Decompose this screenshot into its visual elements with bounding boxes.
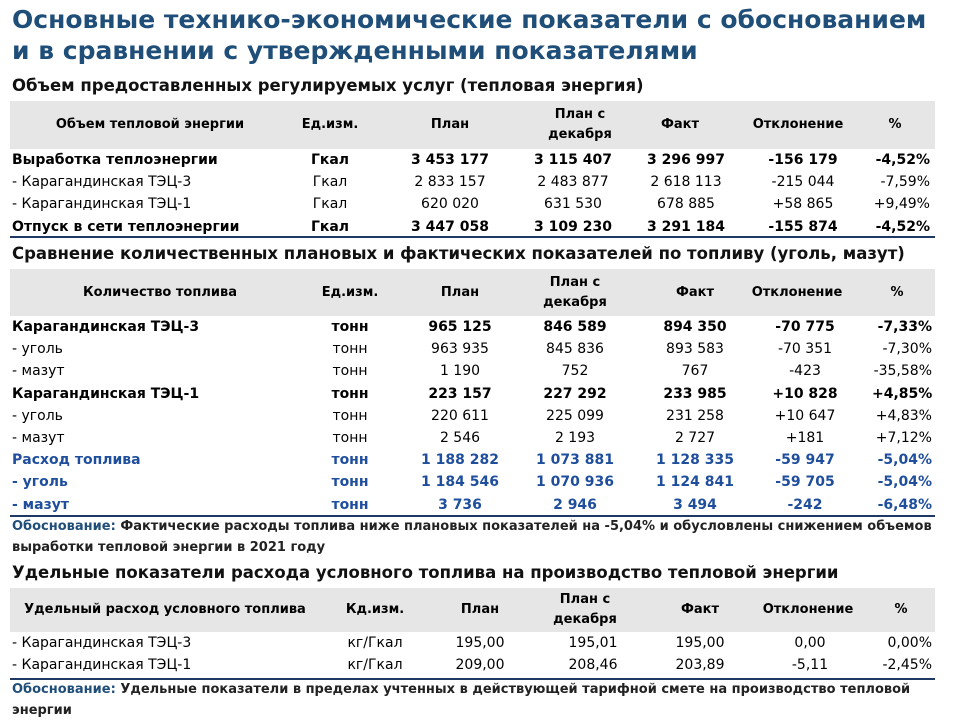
- cell-unit: тонн: [332, 341, 368, 358]
- cell-fact: 1 124 841: [656, 474, 734, 491]
- cell-name: - Карагандинская ТЭЦ-1: [12, 196, 192, 213]
- header-plan: План: [430, 117, 470, 132]
- cell-dev: +10 647: [774, 407, 836, 424]
- cell-dev: 0,00: [794, 635, 826, 651]
- cell-dev: -242: [787, 496, 823, 513]
- cell-name: - мазут: [12, 363, 65, 380]
- cell-pct: 0,00%: [887, 635, 932, 651]
- cell-name: - уголь: [12, 407, 63, 424]
- cell-plan: 620 020: [421, 196, 479, 213]
- header-name: Объем тепловой энергии: [55, 117, 245, 132]
- cell-fact: 233 985: [663, 385, 727, 402]
- header-fact: Факт: [660, 117, 700, 132]
- cell-dev: -59 705: [775, 474, 835, 491]
- cell-unit: Гкал: [312, 174, 348, 191]
- cell-unit: тонн: [332, 363, 368, 380]
- cell-unit: кг/Гкал: [347, 657, 403, 674]
- cell-pct: -7,59%: [880, 174, 930, 191]
- header-plan: План: [460, 602, 500, 617]
- section3-header: [10, 588, 935, 632]
- cell-name: Выработка теплоэнергии: [12, 152, 218, 168]
- cell-plan-dec: 1 070 936: [536, 474, 614, 491]
- cell-plan: 1 184 546: [421, 474, 499, 491]
- cell-fact: 195,00: [675, 635, 725, 651]
- cell-fact: 678 885: [657, 196, 715, 213]
- cell-dev: -5,11: [791, 657, 829, 674]
- table-row: [10, 171, 935, 193]
- cell-plan-dec: 846 589: [543, 319, 607, 335]
- cell-pct: -4,52%: [875, 152, 930, 168]
- table-row: [10, 316, 935, 338]
- cell-pct: +9,49%: [873, 196, 930, 213]
- cell-dev: -215 044: [771, 174, 835, 191]
- cell-plan: 3 447 058: [411, 218, 489, 235]
- cell-plan-dec: 3 109 230: [534, 218, 612, 235]
- cell-dev: -59 947: [775, 452, 835, 469]
- cell-plan: 223 157: [428, 385, 492, 402]
- header-fact: Факт: [675, 285, 715, 300]
- header-name: Количество топлива: [83, 285, 237, 300]
- header-plan: План: [440, 285, 480, 300]
- cell-fact: 3 296 997: [647, 152, 725, 168]
- header-unit: Ед.изм.: [301, 117, 359, 132]
- table-row: [10, 360, 935, 382]
- section1-bottom-rule: [10, 236, 935, 238]
- cell-dev: -156 179: [768, 152, 838, 168]
- cell-plan-dec: 208,46: [568, 657, 618, 674]
- header-fact: Факт: [680, 602, 720, 617]
- cell-dev: +10 828: [772, 385, 838, 402]
- cell-unit: тонн: [331, 452, 369, 469]
- cell-name: - мазут: [12, 496, 69, 513]
- cell-name: - Карагандинская ТЭЦ-3: [12, 174, 192, 191]
- cell-fact: 231 258: [666, 407, 724, 424]
- header-name: Удельный расход условного топлива: [24, 602, 306, 617]
- header-plan-dec: План с декабря: [553, 592, 617, 627]
- cell-plan: 2 546: [439, 430, 481, 446]
- cell-unit: тонн: [332, 407, 368, 424]
- cell-dev: -423: [789, 363, 821, 380]
- cell-plan-dec: 227 292: [543, 385, 607, 402]
- cell-fact: 767: [681, 363, 709, 380]
- header-deviation: Отклонение: [762, 602, 854, 617]
- cell-plan: 3 453 177: [411, 152, 489, 168]
- table-row: [10, 216, 935, 238]
- cell-pct: -4,52%: [875, 218, 930, 235]
- table-row: [10, 149, 935, 171]
- table-row: [10, 632, 935, 654]
- table-row: [10, 494, 935, 516]
- cell-fact: 203,89: [675, 657, 725, 674]
- cell-plan: 209,00: [455, 657, 505, 674]
- cell-name: Расход топлива: [12, 452, 141, 469]
- cell-name: - Карагандинская ТЭЦ-3: [12, 635, 192, 651]
- cell-plan-dec: 195,01: [568, 635, 618, 651]
- cell-pct: -5,04%: [877, 474, 932, 491]
- cell-unit: тонн: [331, 474, 369, 491]
- cell-name: - мазут: [12, 430, 65, 446]
- cell-plan-dec: 631 530: [544, 196, 602, 213]
- table-row: [10, 654, 935, 676]
- cell-unit: Гкал: [312, 196, 348, 213]
- cell-unit: тонн: [331, 319, 369, 335]
- cell-name: - уголь: [12, 341, 63, 358]
- cell-pct: -2,45%: [882, 657, 932, 674]
- table-row: [10, 193, 935, 215]
- cell-plan-dec: 752: [561, 363, 589, 380]
- cell-fact: 2 618 113: [650, 174, 722, 191]
- table-row: [10, 427, 935, 449]
- section1-heading: Объем предоставленных регулируемых услуг (тепловая энергия): [12, 76, 644, 95]
- cell-name: Отпуск в сети теплоэнергии: [12, 218, 240, 235]
- table-row: [10, 383, 935, 405]
- note-label: Обоснование:: [12, 682, 116, 697]
- cell-pct: +4,85%: [872, 385, 933, 402]
- cell-fact: 3 494: [673, 496, 717, 513]
- header-deviation: Отклонение: [752, 117, 844, 132]
- cell-plan-dec: 225 099: [546, 407, 604, 424]
- section2-heading: Сравнение количественных плановых и фактических показателей по топливу (уголь, мазут): [12, 244, 905, 263]
- cell-name: - Карагандинская ТЭЦ-1: [12, 657, 192, 674]
- section1-header: [10, 101, 935, 149]
- header-unit: Кд.изм.: [345, 602, 405, 617]
- cell-unit: тонн: [331, 496, 369, 513]
- note-label: Обоснование:: [12, 519, 116, 534]
- cell-plan-dec: 845 836: [546, 341, 604, 358]
- header-pct: %: [890, 285, 904, 300]
- note-text: Удельные показатели в пределах учтенных в действующей тарифной смете на производство тепловой энергии: [12, 682, 911, 718]
- cell-pct: -35,58%: [873, 363, 932, 380]
- cell-pct: +7,12%: [875, 430, 932, 446]
- cell-pct: -7,30%: [882, 341, 932, 358]
- cell-plan: 963 935: [431, 341, 489, 358]
- cell-plan-dec: 2 483 877: [537, 174, 609, 191]
- cell-plan: 3 736: [438, 496, 482, 513]
- section3-heading: Удельные показатели расхода условного топлива на производство тепловой энергии: [12, 563, 839, 582]
- header-pct: %: [888, 117, 902, 132]
- cell-plan: 1 190: [439, 363, 481, 380]
- cell-plan-dec: 3 115 407: [534, 152, 612, 168]
- cell-fact: 3 291 184: [647, 218, 725, 235]
- table-row: [10, 471, 935, 493]
- cell-plan: 220 611: [431, 407, 489, 424]
- page-title: Основные технико-экономические показатели с обоснованием и в сравнении с утвержденными показателями: [12, 5, 927, 65]
- cell-unit: Гкал: [310, 152, 350, 168]
- cell-dev: -70 775: [775, 319, 835, 335]
- section3-note: [12, 679, 942, 720]
- cell-plan: 2 833 157: [414, 174, 486, 191]
- cell-plan: 965 125: [428, 319, 492, 335]
- table-row: [10, 338, 935, 360]
- cell-fact: 893 583: [666, 341, 724, 358]
- section2-header: [10, 269, 935, 316]
- cell-plan-dec: 2 193: [554, 430, 596, 446]
- cell-pct: +4,83%: [875, 407, 932, 424]
- cell-plan: 1 188 282: [421, 452, 499, 469]
- cell-plan-dec: 1 073 881: [536, 452, 614, 469]
- cell-fact: 894 350: [663, 319, 727, 335]
- table-row: [10, 449, 935, 471]
- cell-dev: +58 865: [772, 196, 834, 213]
- cell-name: - уголь: [12, 474, 68, 491]
- cell-plan-dec: 2 946: [553, 496, 597, 513]
- cell-fact: 1 128 335: [656, 452, 734, 469]
- cell-plan: 195,00: [455, 635, 505, 651]
- table-row: [10, 405, 935, 427]
- cell-unit: кг/Гкал: [347, 635, 403, 651]
- header-unit: Ед.изм.: [321, 285, 379, 300]
- cell-dev: -70 351: [777, 341, 833, 358]
- cell-pct: -7,33%: [877, 319, 932, 335]
- header-pct: %: [894, 602, 908, 617]
- section2-note: [12, 516, 942, 558]
- cell-fact: 2 727: [674, 430, 716, 446]
- cell-unit: Гкал: [310, 218, 350, 235]
- header-plan-dec: План с декабря: [543, 275, 607, 310]
- cell-name: Карагандинская ТЭЦ-1: [12, 385, 200, 402]
- cell-pct: -6,48%: [877, 496, 932, 513]
- header-plan-dec: План с декабря: [548, 107, 612, 142]
- cell-name: Карагандинская ТЭЦ-3: [12, 319, 200, 335]
- header-deviation: Отклонение: [751, 285, 843, 300]
- cell-unit: тонн: [332, 430, 368, 446]
- note-text: Фактические расходы топлива ниже плановых показателей на -5,04% и обусловлены снижением объемов выработки тепловой энергии в 2021 году: [12, 519, 932, 555]
- cell-unit: тонн: [331, 385, 369, 402]
- cell-dev: -155 874: [768, 218, 838, 235]
- cell-dev: +181: [785, 430, 825, 446]
- cell-pct: -5,04%: [877, 452, 932, 469]
